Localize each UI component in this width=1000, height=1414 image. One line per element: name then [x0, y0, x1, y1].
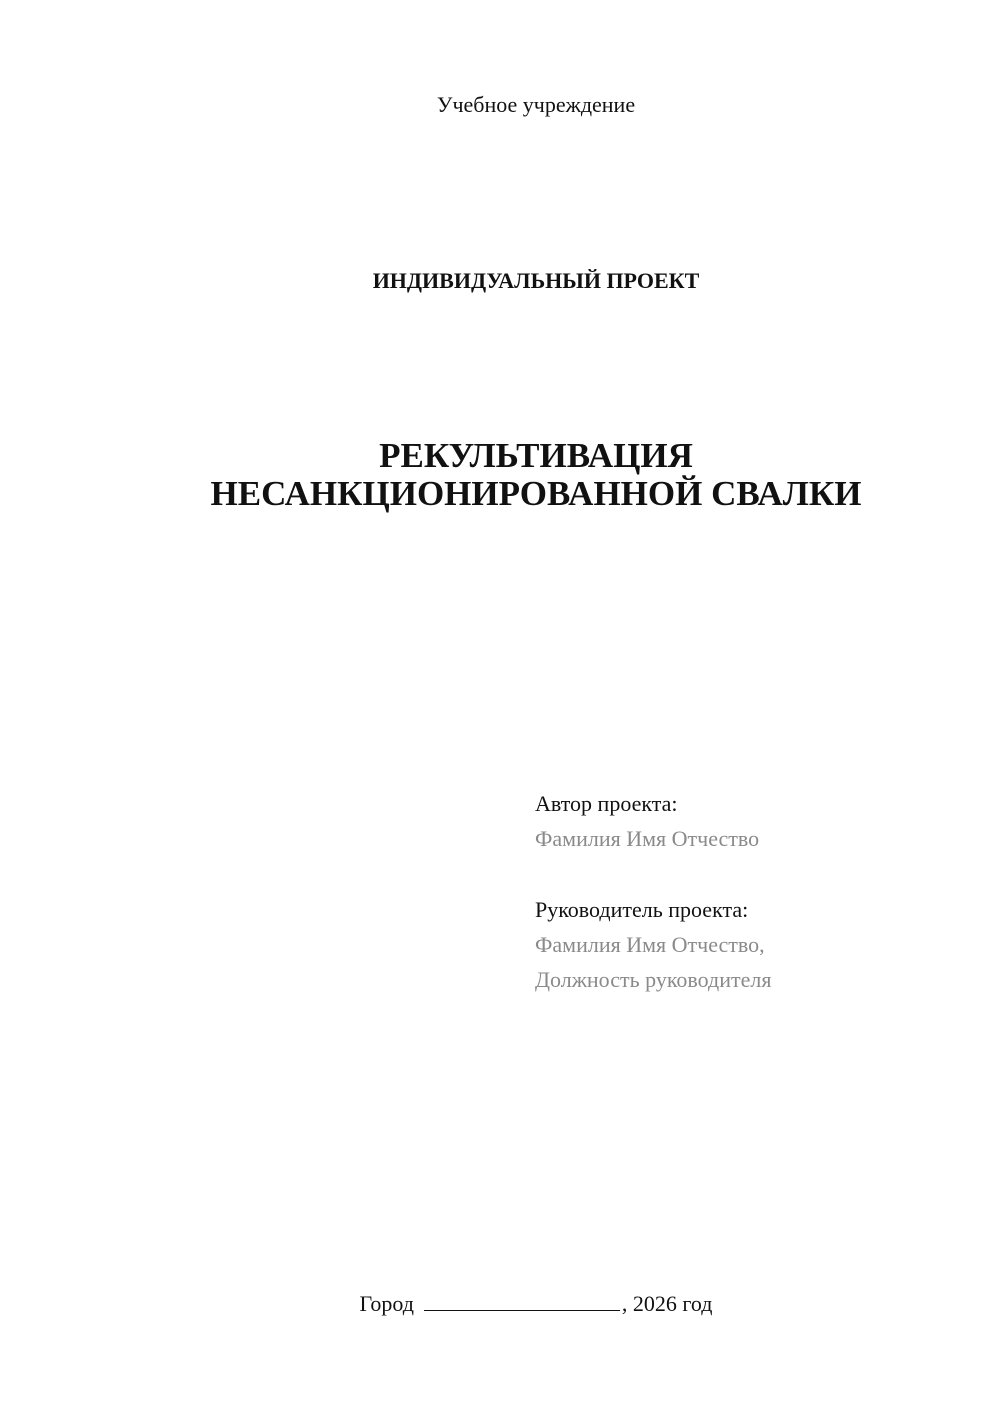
project-title-line-1: РЕКУЛЬТИВАЦИЯ [379, 436, 693, 475]
city-label: Город [359, 1291, 414, 1316]
author-label: Автор проекта: [535, 791, 678, 816]
credits-block [535, 786, 975, 997]
project-title-line-2: НЕСАНКЦИОНИРОВАННОЙ СВАЛКИ [210, 474, 862, 513]
supervisor-block [535, 892, 975, 997]
city-blank-line [424, 1290, 620, 1311]
author-name: Фамилия Имя Отчество [535, 826, 760, 851]
institution-name: Учебное учреждение [436, 92, 636, 117]
year-text: , 2026 год [621, 1291, 713, 1316]
supervisor-name: Фамилия Имя Отчество, [535, 932, 765, 957]
supervisor-position: Должность руководителя [535, 967, 772, 992]
footer-city-year [0, 1290, 1000, 1318]
supervisor-label: Руководитель проекта: [535, 897, 749, 922]
project-type: ИНДИВИДУАЛЬНЫЙ ПРОЕКТ [372, 268, 700, 293]
author-block [535, 786, 975, 856]
project-title [0, 437, 1000, 513]
